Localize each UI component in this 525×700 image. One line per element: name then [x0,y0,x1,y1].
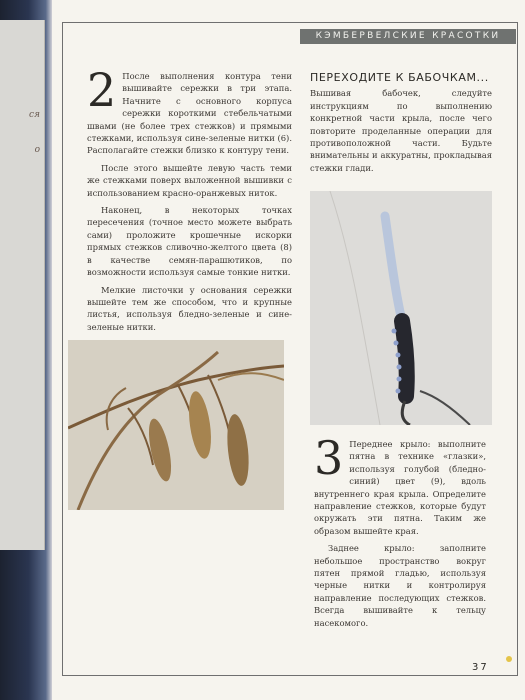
paragraph-text: После выполнения контура тени вышивайте сережки в три этапа. Начните с основного корпуса сережки короткими стебельчатыми швами (не более трех стежков) и прямыми стежками, используя сине-зеленые нитки (6). Располагайте стежки близко к контуру тени. [87,71,292,156]
step-2-paragraph-3: Наконец, в некоторых точках пересечения (точное место можете выбрать сами) проложите крошечные искорки прямых стежков сливочно-желтого цвета (8) в качестве семян-парашютиков, по возможности используя самые тонкие нитки. [87,205,292,278]
butterfly-wing-photo [310,191,492,425]
facing-page-fragment: о [34,145,40,155]
step-2-number: 2 [87,63,117,117]
step-2-paragraph-1 [87,63,292,157]
step-2-paragraph-4: Мелкие листочки у основания сережки вышейте тем же способом, что и крупные листья, используя бледно-зеленые и сине-зеленые нитки. [87,284,292,332]
book-page [52,0,525,700]
paragraph-text: Переднее крыло: выполните пятна в технике «глазки», используя голубой (бледно-синий) цвет (9), вдоль внутреннего края крыла. Определите направление стежков, которые будут окружать эти пятна. Таким же образом вышейте края. [314,439,486,536]
page-number: 37 [472,662,489,673]
step-3-number: 3 [314,431,344,485]
running-header: КЭМБЕРВЕЛСКИЕ КРАСОТКИ [300,29,516,44]
facing-page-edge [0,20,45,550]
corner-dot [506,656,512,662]
butterflies-intro [310,72,492,179]
step-2-text [87,63,292,338]
facing-page-fragment: ся [29,110,40,120]
step-3-paragraph-2: Заднее крыло: заполните небольшое пространство вокруг пятен прямой гладью, используя черные нитки и контролируя направление последующих стежков. Всегда вышивайте к тельцу насекомого. [314,543,486,628]
catkin-embroidery-photo [68,340,284,510]
section-heading: ПЕРЕХОДИТЕ К БАБОЧКАМ... [310,71,489,84]
step-3-text [314,431,486,634]
step-2-paragraph-2: После этого вышейте левую часть теми же стежками поверх выложенной вышивки с использованием красно-оранжевых ниток. [87,162,292,198]
butterflies-paragraph: Вышивая бабочек, следуйте инструкциям по выполнению конкретной части крыла, после чего повторите проделанные операции для противоположной части. Будьте внимательны и аккуратны, прокладывая стежки глади. [310,88,492,173]
step-3-paragraph-1 [314,431,486,537]
